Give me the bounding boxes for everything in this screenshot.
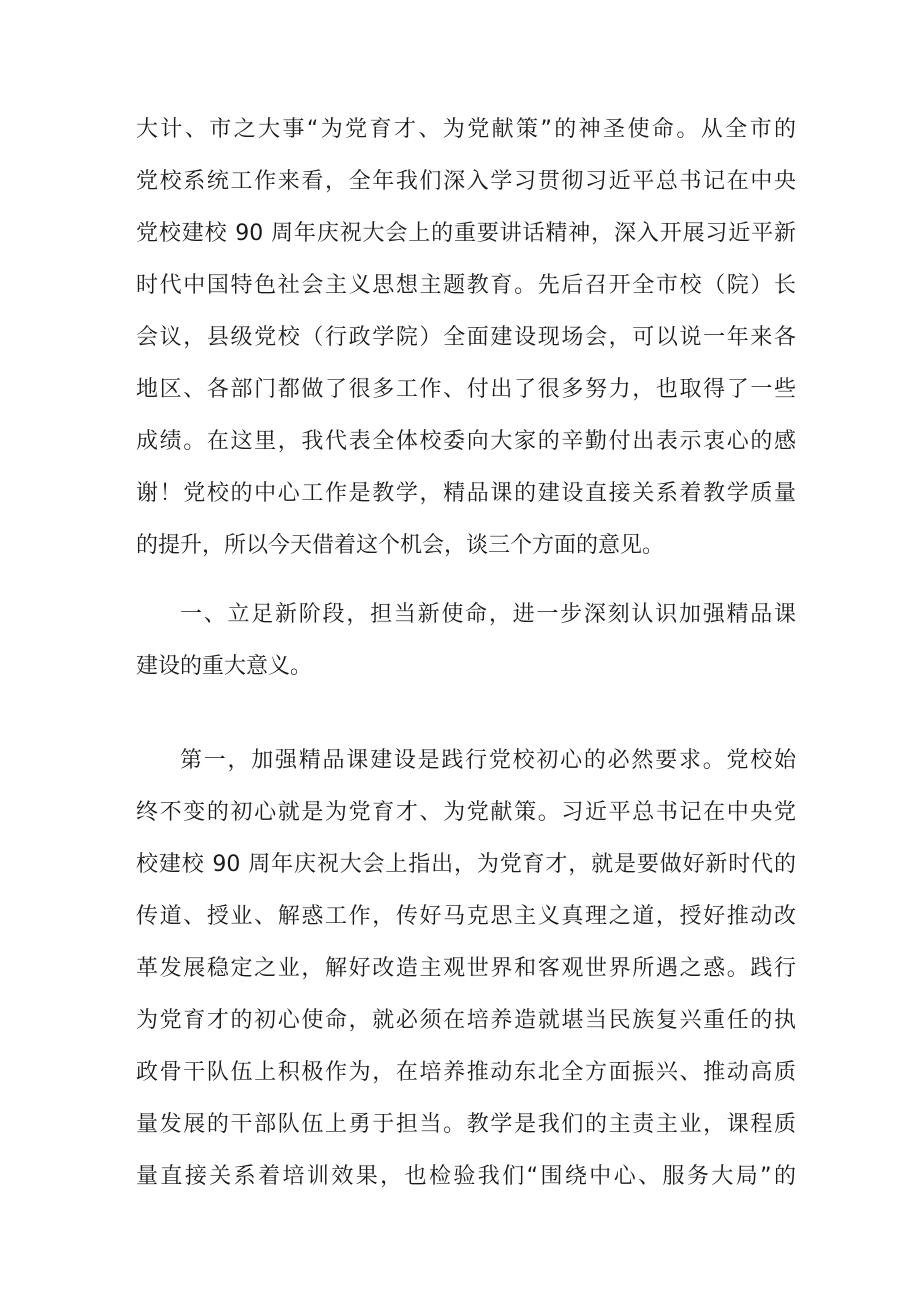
section-heading	[136, 589, 796, 693]
paragraph-line: 成绩。在这里，我代表全体校委向大家的辛勤付出表示衷心的感	[136, 429, 796, 454]
paragraph-intro	[136, 104, 796, 572]
paragraph-line: 革发展稳定之业，解好改造主观世界和客观世界所遇之惑。践行	[136, 956, 796, 981]
paragraph-line: 大计、市之大事“为党育才、为党献策”的神圣使命。从全市的	[136, 117, 796, 142]
paragraph-first-point	[136, 735, 796, 1203]
paragraph-line: 地区、各部门都做了很多工作、付出了很多努力，也取得了一些	[136, 377, 796, 402]
paragraph-line: 为党育才的初心使命，就必须在培养造就堪当民族复兴重任的执	[136, 1008, 796, 1033]
paragraph-line: 党校系统工作来看，全年我们深入学习贯彻习近平总书记在中央	[136, 169, 796, 194]
paragraph-line: 党校建校 90 周年庆祝大会上的重要讲话精神，深入开展习近平新	[136, 221, 796, 246]
paragraph-line: 校建校 90 周年庆祝大会上指出，为党育才，就是要做好新时代的	[136, 852, 796, 877]
paragraph-line: 终不变的初心就是为党育才、为党献策。习近平总书记在中央党	[136, 800, 796, 825]
paragraph-line: 传道、授业、解惑工作，传好马克思主义真理之道，授好推动改	[136, 904, 796, 929]
paragraph-line: 第一，加强精品课建设是践行党校初心的必然要求。党校始	[180, 748, 796, 773]
paragraph-line: 政骨干队伍上积极作为，在培养推动东北全方面振兴、推动高质	[136, 1060, 796, 1085]
paragraph-line: 的提升，所以今天借着这个机会，谈三个方面的意见。	[136, 533, 665, 558]
paragraph-line: 会议，县级党校（行政学院）全面建设现场会，可以说一年来各	[136, 325, 796, 350]
paragraph-line: 谢！党校的中心工作是教学，精品课的建设直接关系着教学质量	[136, 481, 796, 506]
heading-line: 建设的重大意义。	[136, 654, 313, 679]
paragraph-line: 时代中国特色社会主义思想主题教育。先后召开全市校（院）长	[136, 273, 796, 298]
paragraph-line: 量发展的干部队伍上勇于担当。教学是我们的主责主业，课程质	[136, 1112, 796, 1137]
paragraph-line: 量直接关系着培训效果，也检验我们“围绕中心、服务大局”的	[136, 1164, 796, 1189]
heading-line: 一、立足新阶段，担当新使命，进一步深刻认识加强精品课	[180, 602, 796, 627]
